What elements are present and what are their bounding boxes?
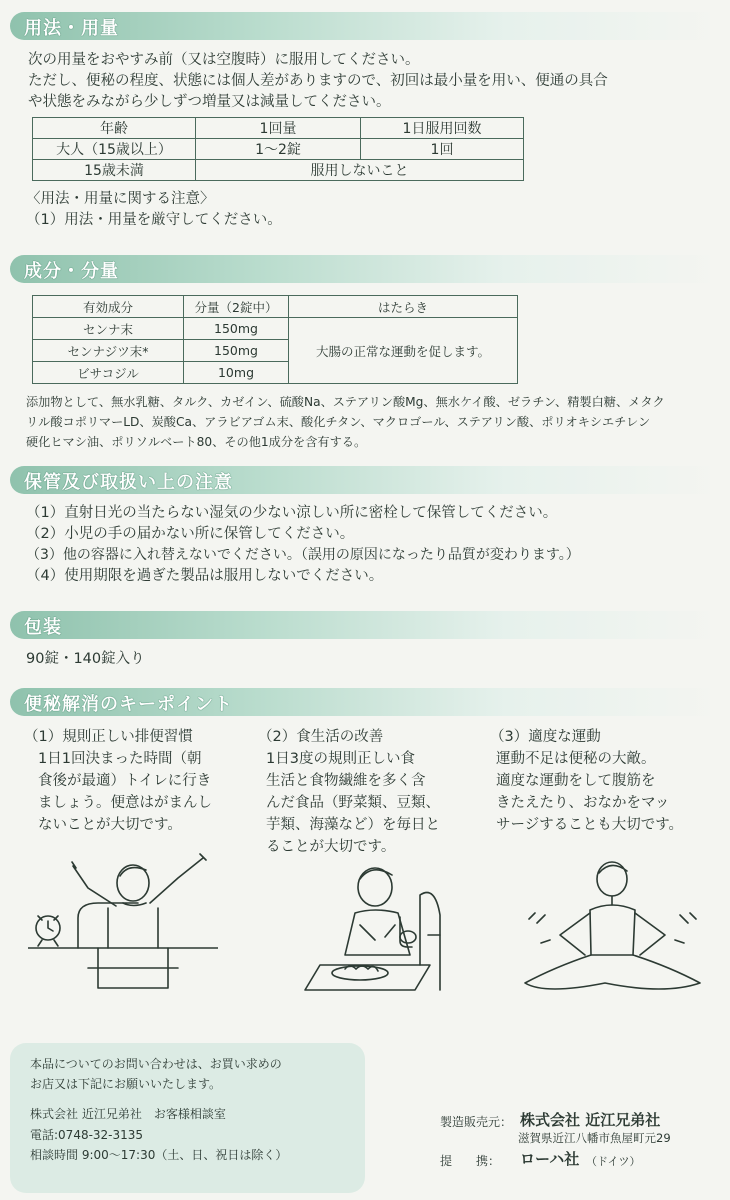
usage-paragraph-3: や状態をみながら少しずつ増量又は減量してください。 <box>28 94 391 110</box>
table-cell: 服用しないこと <box>196 160 524 181</box>
additives-line-1: 添加物として、無水乳糖、タルク、カゼイン、硫酸Na、ステアリン酸Mg、無水ケイ酸、ゼラチン、精製白糖、メタク <box>26 395 665 409</box>
table-cell: 150mg <box>184 318 289 340</box>
table-cell: 10mg <box>184 362 289 384</box>
table-header: 有効成分 <box>33 296 184 318</box>
storage-item: （3）他の容器に入れ替えないでください。（誤用の原因になったり品質が変わります。） <box>26 547 580 563</box>
keypoint-line: 食後が最適）トイレに行き <box>38 773 212 789</box>
table-cell: 1回 <box>361 139 524 160</box>
table-cell: 大人（15歳以上） <box>33 139 196 160</box>
keypoint-line: ましょう。便意はがまんし <box>38 795 212 811</box>
maker-label: 製造販売元： <box>440 1115 513 1129</box>
additives-line-3: 硬化ヒマシ油、ポリソルベート80、その他1成分を含有する。 <box>26 435 367 449</box>
table-header: 1日服用回数 <box>361 118 524 139</box>
keypoint-line: ることが大切です。 <box>266 839 396 855</box>
maker-name: 株式会社 近江兄弟社 <box>520 1111 661 1129</box>
usage-paragraph-2: ただし、便秘の程度、状態には個人差がありますので、初回は最小量を用い、便通の具合 <box>28 73 608 89</box>
inquiry-line-2: お店又は下記にお願いいたします。 <box>30 1077 222 1091</box>
inquiry-phone: 電話:0748-32-3135 <box>30 1128 144 1142</box>
table-header: 年齢 <box>33 118 196 139</box>
storage-item: （1）直射日光の当たらない湿気の少ない涼しい所に密栓して保管してください。 <box>26 505 558 521</box>
table-header: はたらき <box>289 296 518 318</box>
section-header-package <box>10 611 718 639</box>
keypoint-heading: （1）規則正しい排便習慣 <box>24 729 193 745</box>
keypoint-line: ないことが大切です。 <box>38 817 182 833</box>
inquiry-company: 株式会社 近江兄弟社 お客様相談室 <box>30 1107 226 1121</box>
section-title: 用法・用量 <box>24 18 119 39</box>
keypoint-line: 1日1回決まった時間（朝 <box>38 751 202 767</box>
table-header: 1回量 <box>196 118 361 139</box>
keypoint-2 <box>258 726 490 858</box>
maker-address: 滋賀県近江八幡市魚屋町元29 <box>518 1131 671 1145</box>
table-cell: 大腸の正常な運動を促します。 <box>289 318 518 384</box>
exercise-illustration <box>515 855 710 1010</box>
additives-line-2: リル酸コポリマーLD、炭酸Ca、アラビアゴム末、酸化チタン、マクロゴール、ステアリン酸、ポリオキシエチレン <box>26 415 651 429</box>
usage-paragraph-1: 次の用量をおやすみ前（又は空腹時）に服用してください。 <box>28 52 420 68</box>
section-title: 便秘解消のキーポイント <box>24 694 233 715</box>
table-header: 分量（2錠中） <box>184 296 289 318</box>
partner-country: （ドイツ） <box>586 1155 641 1168</box>
keypoint-line: 1日3度の規則正しい食 <box>266 751 415 767</box>
partner-label: 提 携： <box>440 1154 501 1168</box>
table-cell: ビサコジル <box>33 362 184 384</box>
keypoint-3 <box>490 726 725 836</box>
section-header-usage <box>10 12 718 40</box>
keypoint-line: きたえたり、おなかをマッ <box>496 795 670 811</box>
partner-name: ローハ社 <box>520 1150 580 1168</box>
dosage-table <box>32 117 524 181</box>
section-title: 包装 <box>24 617 62 638</box>
keypoint-line: 芋類、海藻など）を毎日と <box>266 817 440 833</box>
storage-item: （2）小児の手の届かない所に保管してください。 <box>26 526 355 542</box>
storage-item: （4）使用期限を過ぎた製品は服用しないでください。 <box>26 568 384 584</box>
inquiry-line-1: 本品についてのお問い合わせは、お買い求めの <box>30 1057 282 1071</box>
section-header-ingredients <box>10 255 718 283</box>
usage-note-title: 〈用法・用量に関する注意〉 <box>26 191 215 207</box>
section-title: 保管及び取扱い上の注意 <box>24 472 233 493</box>
keypoint-1 <box>24 726 256 836</box>
section-title: 成分・分量 <box>24 261 119 282</box>
inquiry-hours: 相談時間 9:00〜17:30（土、日、祝日は除く） <box>30 1148 288 1162</box>
keypoint-line: 適度な運動をして腹筋を <box>496 773 656 789</box>
section-header-storage <box>10 466 718 494</box>
keypoint-line: 運動不足は便秘の大敵。 <box>496 751 656 767</box>
keypoint-line: 生活と食物繊維を多く含 <box>266 773 426 789</box>
section-header-keypoints <box>10 688 718 716</box>
meal-illustration <box>300 855 470 1000</box>
table-cell: センナ末 <box>33 318 184 340</box>
keypoint-line: サージすることも大切です。 <box>496 817 684 833</box>
toilet-morning-illustration <box>28 848 218 998</box>
keypoint-line: んだ食品（野菜類、豆類、 <box>266 795 440 811</box>
keypoint-heading: （3）適度な運動 <box>490 729 601 745</box>
package-text: 90錠・140錠入り <box>26 651 145 667</box>
usage-note-1: （1）用法・用量を厳守してください。 <box>26 212 282 228</box>
inquiry-panel <box>10 1043 365 1193</box>
keypoint-heading: （2）食生活の改善 <box>258 729 384 745</box>
table-cell: センナジツ末* <box>33 340 184 362</box>
ingredients-table <box>32 295 518 384</box>
table-cell: 150mg <box>184 340 289 362</box>
table-cell: 1〜2錠 <box>196 139 361 160</box>
table-cell: 15歳未満 <box>33 160 196 181</box>
